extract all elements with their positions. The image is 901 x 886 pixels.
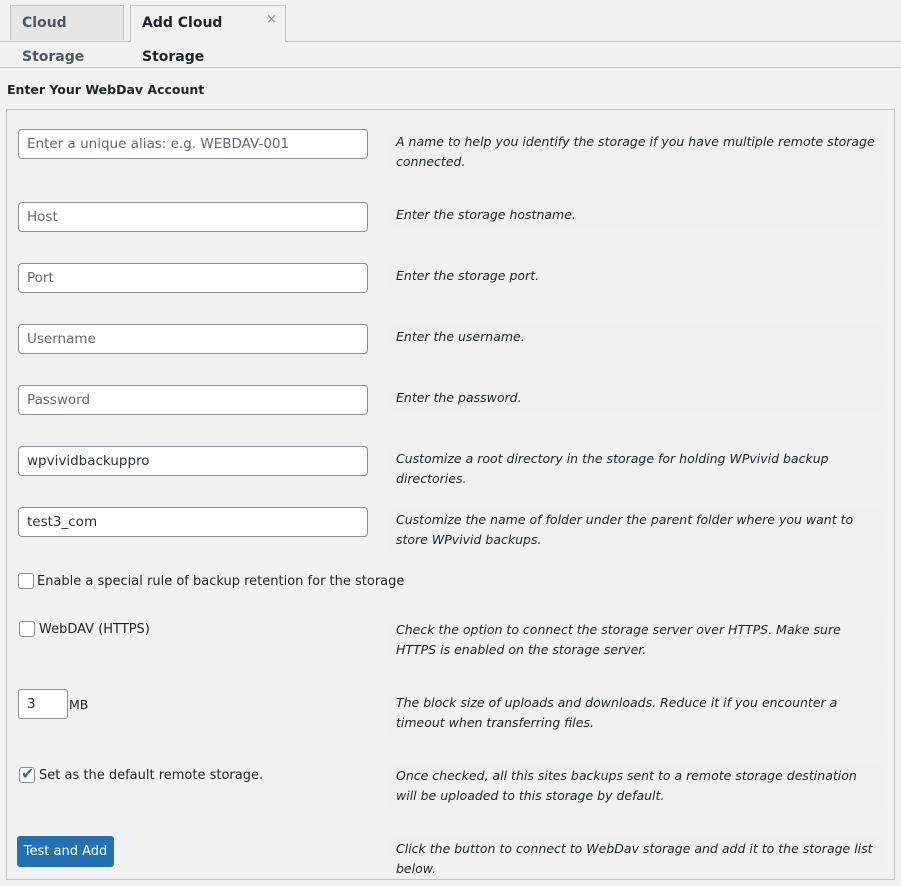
password-input[interactable] (18, 385, 368, 415)
default-storage-label: Set as the default remote storage. (39, 768, 264, 783)
folder-name-hint: Customize the name of folder under the parent folder where you want to store WPvivid backups. (390, 507, 884, 553)
host-hint: Enter the storage hostname. (390, 202, 884, 228)
username-hint: Enter the username. (390, 324, 884, 350)
block-size-unit: MB (69, 697, 89, 712)
https-checkbox[interactable] (19, 621, 35, 637)
host-input[interactable] (18, 202, 368, 232)
root-directory-input[interactable] (18, 446, 368, 476)
close-icon[interactable]: × (266, 12, 277, 27)
https-hint: Check the option to connect the storage server over HTTPS. Make sure HTTPS is enabled on the storage server. (390, 617, 884, 663)
tab-add-cloud-storage[interactable] (130, 5, 286, 65)
checkmark-icon: ✔ (21, 764, 35, 783)
block-size-hint: The block size of uploads and downloads. Reduce it if you encounter a timeout when transferring files. (390, 690, 884, 736)
port-input[interactable] (18, 263, 368, 293)
alias-hint: A name to help you identify the storage if you have multiple remote storage connected. (390, 129, 884, 175)
default-storage-hint: Once checked, all this sites backups sent to a remote storage destination will be uploaded to this storage by default. (390, 763, 884, 809)
root-directory-hint: Customize a root directory in the storage for holding WPvivid backup directories. (390, 446, 884, 472)
block-size-input[interactable] (18, 689, 68, 719)
retention-label: Enable a special rule of backup retention for the storage (37, 574, 405, 589)
tab-bar (0, 0, 901, 65)
tab-label: Add Cloud Storage (142, 15, 223, 65)
folder-name-input[interactable] (18, 507, 368, 537)
port-hint: Enter the storage port. (390, 263, 884, 289)
https-label: WebDAV (HTTPS) (39, 622, 150, 637)
section-title: Enter Your WebDav Account (7, 82, 205, 97)
test-and-add-button[interactable]: Test and Add (17, 836, 114, 867)
tab-cloud-storage[interactable] (10, 5, 124, 65)
alias-input[interactable] (18, 129, 368, 159)
test-and-add-hint: Click the button to connect to WebDav storage and add it to the storage list below. (390, 836, 884, 863)
divider (0, 67, 901, 68)
username-input[interactable] (18, 324, 368, 354)
retention-checkbox[interactable] (18, 573, 34, 589)
password-hint: Enter the password. (390, 385, 884, 411)
tab-label: Cloud Storage (22, 15, 85, 65)
default-storage-checkbox[interactable] (19, 764, 35, 783)
